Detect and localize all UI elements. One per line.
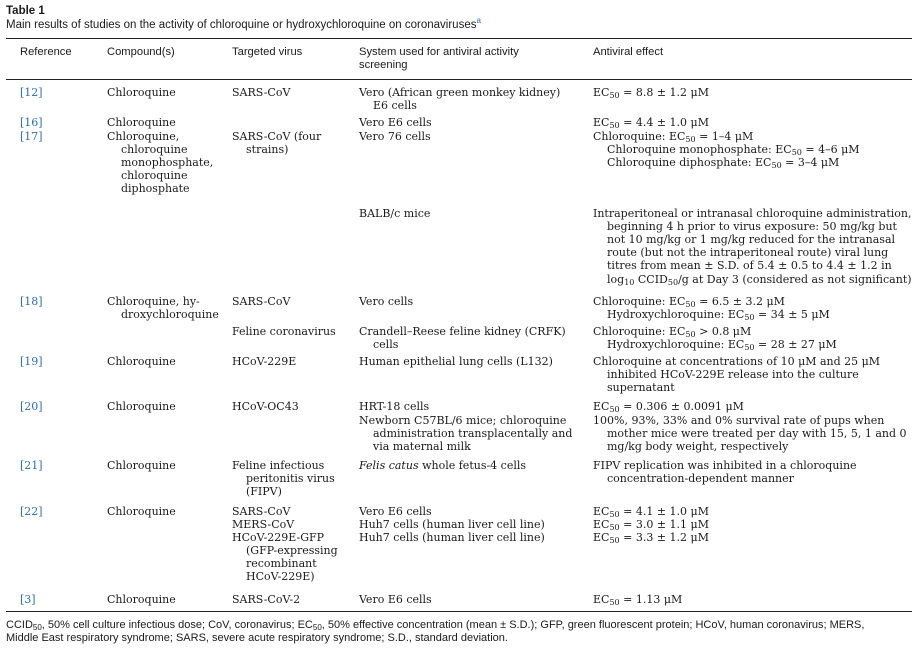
effect-cell: $EC_{50} = 8.8 \pm 1.2$ μM — [593, 86, 709, 100]
effect-cell: concentration-dependent manner — [607, 472, 794, 485]
effect-cell: 100%, 93%, 33% and 0% survival rate of pups when — [593, 414, 885, 427]
virus-cell: Feline infectious — [232, 459, 325, 472]
ref-link-21[interactable]: [21] — [20, 459, 43, 472]
ref-link-12[interactable]: [12] — [20, 86, 43, 99]
ref-link-18[interactable]: [18] — [20, 295, 43, 308]
effect-cell: Chloroquine: $EC_{50} = 6.5 \pm 3.2$ μM — [593, 295, 785, 309]
effect-cell: Chloroquine diphosphate: $EC_{50} = 3-4$ μM — [607, 156, 840, 170]
compound-cell: Chloroquine — [107, 86, 176, 99]
virus-cell: HCoV-229E-GFP — [232, 531, 325, 544]
compound-cell: monophosphate, — [121, 156, 214, 169]
effect-cell: $EC_{50} = 3.3 \pm 1.2$ μM — [593, 531, 709, 545]
virus-cell: Feline coronavirus — [232, 325, 336, 338]
compound-cell: Chloroquine — [107, 459, 176, 472]
virus-cell: SARS-CoV-2 — [232, 593, 301, 606]
table-label: Table 1 — [6, 5, 45, 17]
effect-cell: FIPV replication was inhibited in a chloroquine — [593, 459, 857, 472]
compound-cell: Chloroquine — [107, 505, 176, 518]
virus-cell: (GFP-expressing — [246, 544, 338, 557]
system-cell: cells — [373, 338, 399, 351]
effect-cell: Chloroquine at concentrations of 10 μM and 25 μM — [593, 355, 881, 368]
virus-cell: HCoV-OC43 — [232, 400, 299, 413]
table-title-footnote-marker: a — [476, 16, 481, 26]
virus-cell: (FIPV) — [246, 485, 282, 498]
ref-link-3[interactable]: [3] — [20, 593, 36, 606]
col-header-system: System used for antiviral activity screening — [359, 46, 519, 72]
system-cell: Crandell–Reese feline kidney (CRFK) — [359, 325, 566, 338]
col-header-reference: Reference — [20, 46, 72, 58]
virus-cell: HCoV-229E) — [246, 570, 315, 583]
compound-cell: chloroquine — [121, 169, 188, 182]
compound-cell: Chloroquine, hy- — [107, 295, 200, 308]
compound-cell: Chloroquine — [107, 116, 176, 129]
effect-cell: $EC_{50} = 1.13$ μM — [593, 593, 683, 607]
ref-link-22[interactable]: [22] — [20, 505, 43, 518]
system-cell: Vero E6 cells — [359, 116, 432, 129]
system-cell: HRT-18 cells — [359, 400, 430, 413]
col-header-compounds: Compound(s) — [107, 46, 175, 58]
effect-cell: inhibited HCoV-229E release into the culture — [607, 368, 859, 381]
col-header-targeted-virus: Targeted virus — [232, 46, 303, 58]
header-rule — [6, 79, 912, 80]
compound-cell: droxychloroquine — [121, 308, 219, 321]
effect-cell: $EC_{50} = 0.306 \pm 0.0091$ μM — [593, 400, 744, 414]
effect-cell: Hydroxychloroquine: $EC_{50} = 34 \pm 5$ μM — [607, 308, 830, 322]
effect-cell: supernatant — [607, 381, 675, 394]
effect-cell: mother mice were treated per day with 15, 5, 1 and 0 — [607, 427, 907, 440]
bottom-rule — [6, 611, 912, 612]
effect-cell: Hydroxychloroquine: $EC_{50} = 28 \pm 27$ μM — [607, 338, 837, 352]
effect-cell: Chloroquine: $EC_{50} > 0.8$ μM — [593, 325, 752, 339]
compound-cell: diphosphate — [121, 182, 190, 195]
compound-cell: Chloroquine, — [107, 130, 180, 143]
system-cell: via maternal milk — [373, 440, 471, 453]
compound-cell: Chloroquine — [107, 355, 176, 368]
effect-cell: route (but not the intraperitoneal route) viral lung — [607, 246, 889, 259]
virus-cell: MERS-CoV — [232, 518, 295, 531]
effect-cell: mg/kg body weight, respectively — [607, 440, 789, 453]
system-cell: Vero E6 cells — [359, 593, 432, 606]
virus-cell: peritonitis virus — [246, 472, 335, 485]
system-cell: Vero (African green monkey kidney) — [359, 86, 561, 99]
effect-cell: $EC_{50} = 4.4 \pm 1.0$ μM — [593, 116, 709, 130]
effect-cell: $\log_{10}$ $CCID_{50}/g$ at Day 3 (considered as not significant) — [607, 273, 912, 287]
effect-cell: not 10 mg/kg or 1 mg/kg reduced for the intranasal — [607, 233, 896, 246]
ref-link-19[interactable]: [19] — [20, 355, 43, 368]
system-cell: Vero cells — [359, 295, 414, 308]
effect-cell: titres from mean ± S.D. of 5.4 ± 0.5 to 4.4 ± 1.2 in — [607, 259, 892, 272]
system-cell: BALB/c mice — [359, 207, 431, 220]
system-cell: Vero E6 cells — [359, 505, 432, 518]
virus-cell: recombinant — [246, 557, 317, 570]
compound-cell: Chloroquine — [107, 593, 176, 606]
effect-cell: Chloroquine monophosphate: $EC_{50} = 4-6$ μM — [607, 143, 860, 157]
ref-link-16[interactable]: [16] — [20, 116, 43, 129]
compound-cell: Chloroquine — [107, 400, 176, 413]
top-rule — [6, 38, 912, 39]
system-cell: Huh7 cells (human liver cell line) — [359, 531, 545, 544]
virus-cell: SARS-CoV — [232, 505, 291, 518]
system-cell: Huh7 cells (human liver cell line) — [359, 518, 545, 531]
compound-cell: chloroquine — [121, 143, 188, 156]
virus-cell: SARS-CoV — [232, 295, 291, 308]
virus-cell: SARS-CoV — [232, 86, 291, 99]
table-title: Main results of studies on the activity of chloroquine or hydroxychloroquine on coronaviruses$^a$ — [6, 16, 481, 31]
system-cell: Vero 76 cells — [359, 130, 431, 143]
col-header-antiviral-effect: Antiviral effect — [593, 46, 664, 58]
system-cell: Newborn C57BL/6 mice; chloroquine — [359, 414, 567, 427]
system-cell: Human epithelial lung cells (L132) — [359, 355, 553, 368]
virus-cell: HCoV-229E — [232, 355, 297, 368]
ref-link-17[interactable]: [17] — [20, 130, 43, 143]
system-cell: Felis catus whole fetus-4 cells — [359, 459, 527, 472]
effect-cell: Intraperitoneal or intranasal chloroquine administration, — [593, 207, 912, 220]
effect-cell: $EC_{50} = 3.0 \pm 1.1$ μM — [593, 518, 709, 532]
effect-cell: beginning 4 h prior to virus exposure: 50 mg/kg but — [607, 220, 897, 233]
table-footnote: $CCID_{50}$, 50% cell culture infectious dose; CoV, coronavirus; $EC_{50}$, 50% effective concentration (mean ± S.D.); GFP, green fluorescent protein; HCoV, human coronavirus; MERS, Middle East respiratory syndrome; SARS, severe acute respiratory syndrome; S.D., standard deviation. — [6, 619, 865, 645]
system-cell: administration transplacentally and — [373, 427, 573, 440]
virus-cell: SARS-CoV (four — [232, 130, 322, 143]
system-cell: E6 cells — [373, 99, 417, 112]
ref-link-20[interactable]: [20] — [20, 400, 43, 413]
virus-cell: strains) — [246, 143, 289, 156]
table-caption — [6, 4, 481, 32]
effect-cell: $EC_{50} = 4.1 \pm 1.0$ μM — [593, 505, 709, 519]
effect-cell: Chloroquine: $EC_{50} = 1-4$ μM — [593, 130, 754, 144]
